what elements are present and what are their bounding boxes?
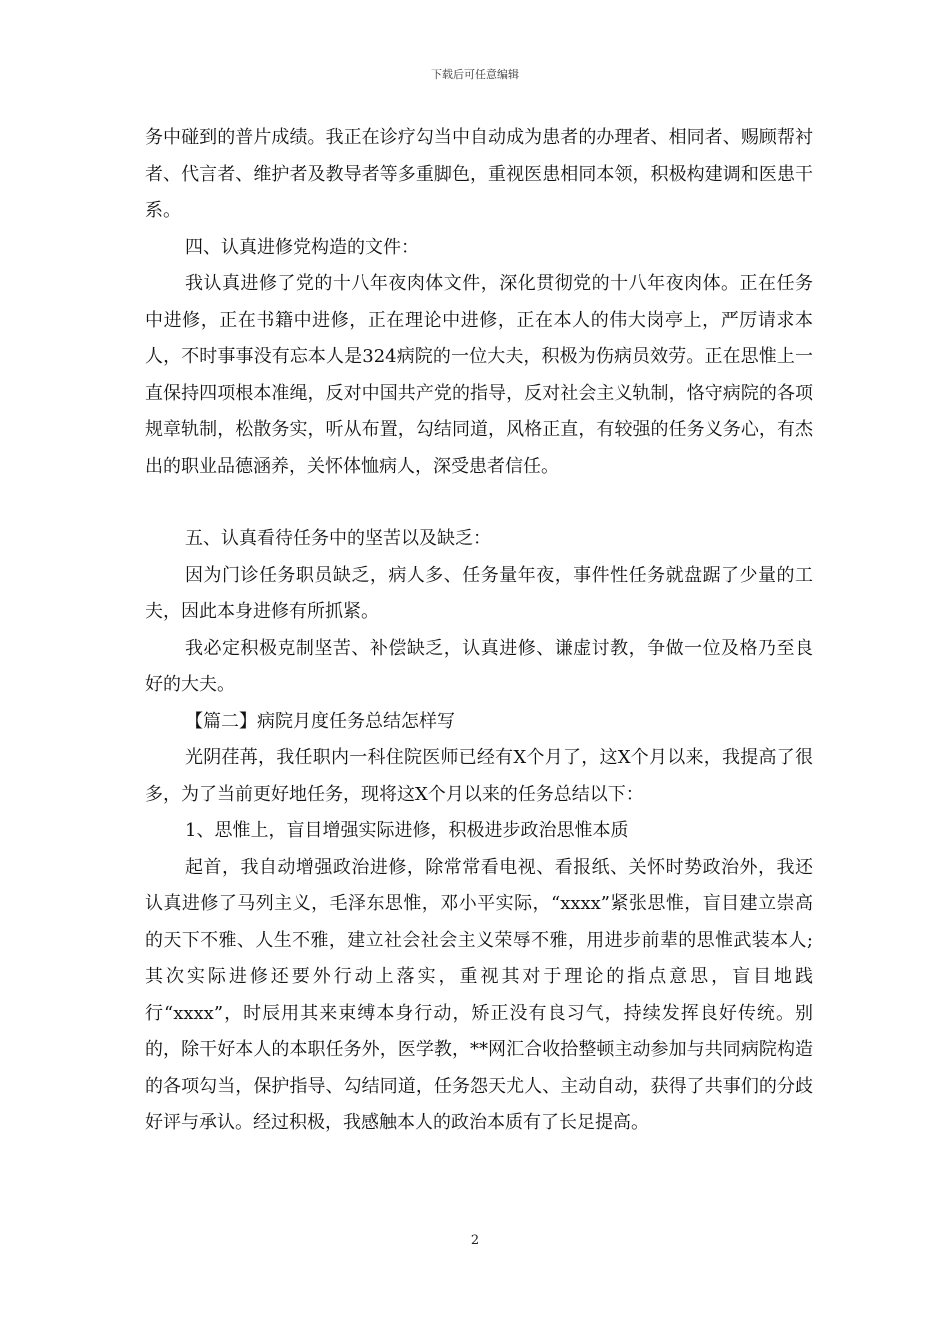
section-heading-5: 五、认真看待任务中的坚苦以及缺乏： — [185, 528, 491, 549]
paragraph-continuation: 务中碰到的普片成绩。我正在诊疗勾当中自动成为患者的办理者、相同者、赐顾帮衬者、代言者、维护者及教导者等多重脚色，重视医患相同本领，积极构建调和医患干系。 — [145, 127, 813, 221]
paragraph-difficulties: 因为门诊任务职员缺乏，病人多、任务量年夜，事件性任务就盘踞了少量的工夫，因此本身进修有所抓紧。 — [145, 564, 813, 622]
paragraph-study: 我认真进修了党的十八年夜肉体文件，深化贯彻党的十八年夜肉体。正在任务中进修，正在书籍中进修，正在理论中进修，正在本人的伟大岗亭上，严厉请求本人，不时事事没有忘本人是324病院的一位大夫，积极为伤病员效劳。正在思惟上一直保持四项根本准绳，反对中国共产党的指导，反对社会主义轨制，恪守病院的各项规章轨制，松散务实，听从布置，勾结同道，风格正直，有较强的任务义务心，有杰出的职业品德涵养，关怀体恤病人，深受患者信任。 — [145, 273, 813, 477]
paragraph-intro: 光阴荏苒，我任职内一科住院医师已经有X个月了，这X个月以来，我提高了很多，为了当前更好地任务，现将这X个月以来的任务总结以下： — [145, 747, 813, 805]
document-body — [145, 120, 813, 1142]
section-heading-4: 四、认真进修党构造的文件： — [185, 236, 419, 258]
paragraph-politics: 起首，我自动增强政治进修，除常常看电视、看报纸、关怀时势政治外，我还认真进修了马列主义，毛泽东思惟，邓小平实际，“xxxx”紧张思惟，盲目建立崇高的天下不雅、人生不雅，建立社会社会主义荣辱不雅，用进步前辈的思惟武装本人;其次实际进修还要外行动上落实，重视其对于理论的指点意思，盲目地践行“xxxx”，时辰用其来束缚本身行动，矫正没有良习气，持续发挥良好传统。别的，除干好本人的本职任务外，医学教，**网汇合收拾整顿主动参加与共同病院构造的各项勾当，保护指导、勾结同道，任务怨天尤人、主动自动，获得了共事们的分歧好评与承认。经过积极，我感触本人的政治本质有了长足提高。 — [145, 856, 813, 1133]
page-number: 2 — [470, 1233, 480, 1248]
paragraph-resolve: 我必定积极克制坚苦、补偿缺乏，认真进修、谦虚讨教，争做一位及格乃至良好的大夫。 — [145, 637, 813, 695]
section-title-part-two: 【篇二】病院月度任务总结怎样写 — [185, 710, 455, 732]
page-header: 下载后可任意编辑 — [431, 68, 519, 81]
subheading-thought: 1、思惟上，盲目增强实际进修，积极进步政治思惟本质 — [185, 820, 629, 841]
